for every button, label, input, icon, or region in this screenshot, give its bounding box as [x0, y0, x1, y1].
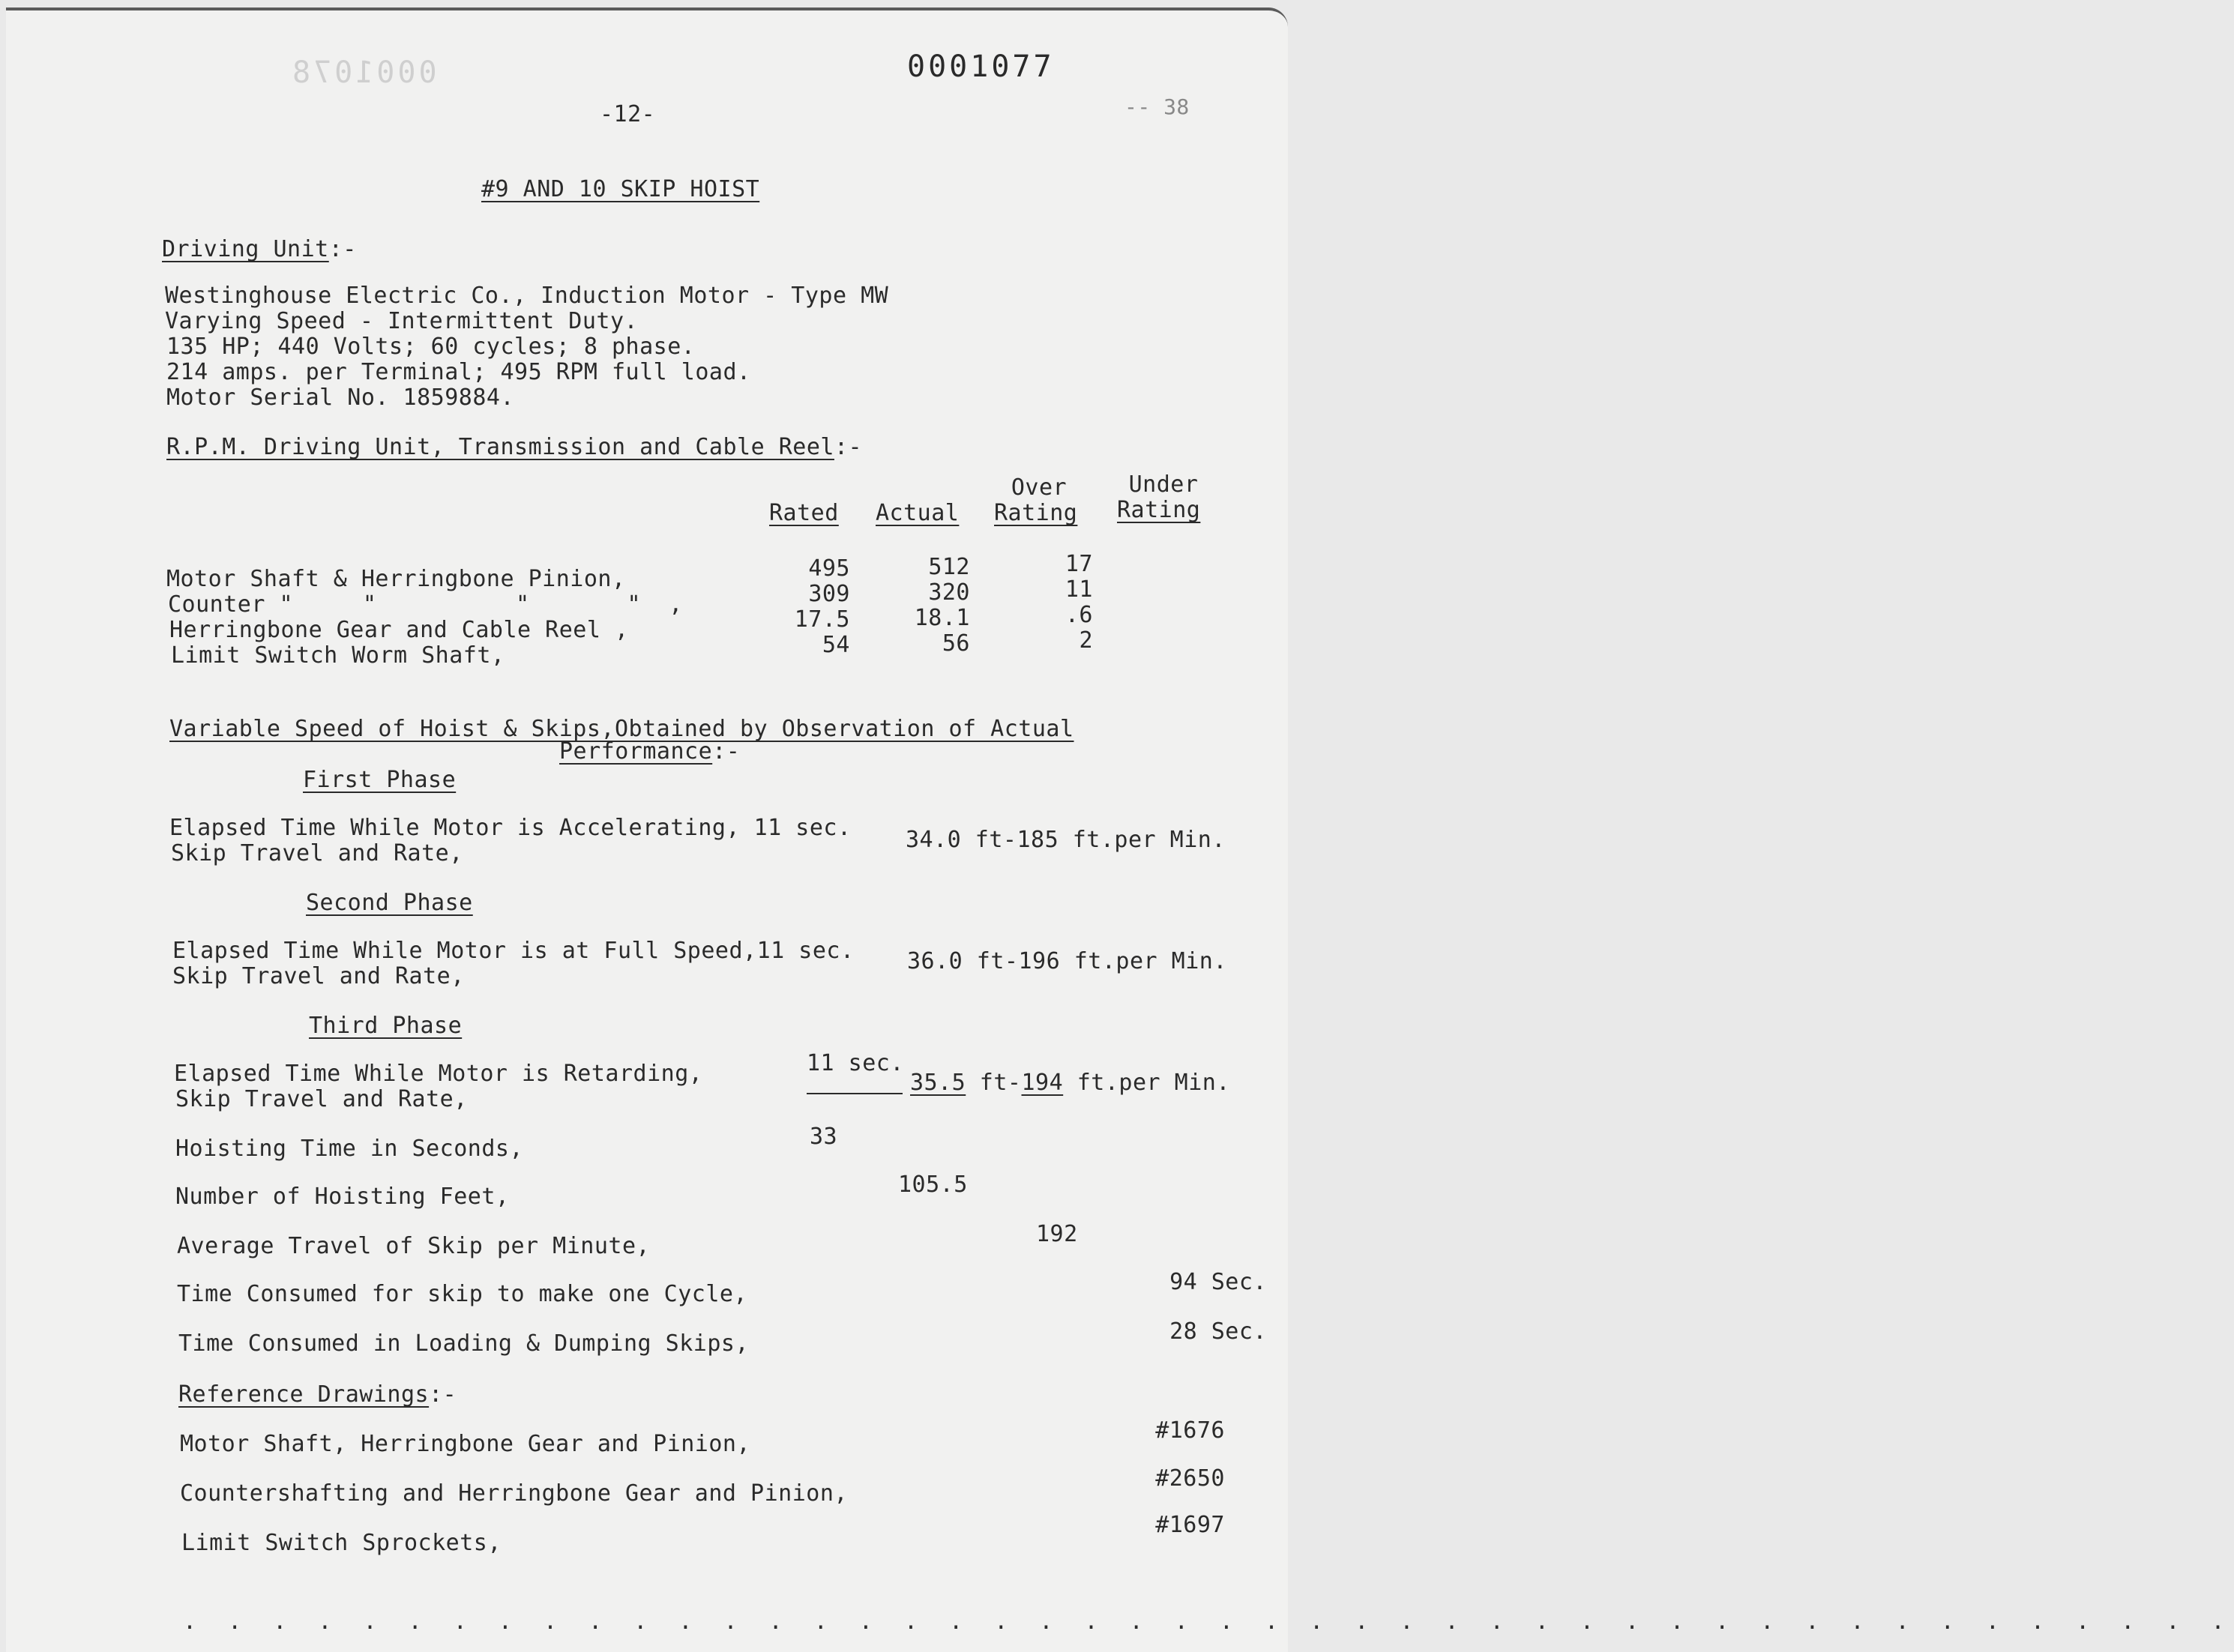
- over-value: 2: [1079, 627, 1093, 654]
- sum-rule: [807, 1093, 903, 1094]
- phase-line: Skip Travel and Rate,: [175, 1086, 468, 1112]
- driving-unit-line: Motor Serial No. 1859884.: [166, 385, 515, 411]
- summary-label: Average Travel of Skip per Minute,: [177, 1233, 651, 1259]
- variable-speed-heading: Variable Speed of Hoist & Skips,Obtained by Observation of Actual: [169, 716, 1074, 742]
- summary-value: 192: [1036, 1221, 1078, 1247]
- document-page: [6, 7, 2234, 1652]
- footer-dotted-line: . . . . . . . . . . . . . . . . . . . . . . . . . . . . . . . . . . . . . . . . . . . . . .: [183, 1609, 2234, 1635]
- reference-value: #1676: [1155, 1417, 1225, 1444]
- bleed-through-number: 0001078: [289, 55, 437, 90]
- driving-unit-line: Varying Speed - Intermittent Duty.: [165, 308, 639, 334]
- reference-heading: Reference Drawings:-: [178, 1381, 457, 1408]
- phase-title: Third Phase: [309, 1013, 463, 1039]
- rated-value: 54: [822, 632, 850, 658]
- summary-label: Time Consumed for skip to make one Cycle,: [177, 1281, 748, 1307]
- page-title: #9 AND 10 SKIP HOIST: [481, 176, 760, 202]
- phase-time-value: 11 sec.: [807, 1050, 904, 1076]
- phase-rate: 36.0 ft-196 ft.per Min.: [907, 948, 1227, 974]
- phase-title: Second Phase: [306, 890, 473, 916]
- row-label: Limit Switch Worm Shaft,: [171, 642, 505, 669]
- rpm-heading: R.P.M. Driving Unit, Transmission and Cable Reel:-: [166, 434, 863, 460]
- summary-value: 105.5: [898, 1172, 968, 1198]
- reference-value: #1697: [1155, 1512, 1225, 1538]
- actual-value: 320: [928, 579, 970, 606]
- rated-value: 495: [808, 555, 850, 582]
- driving-unit-line: 135 HP; 440 Volts; 60 cycles; 8 phase.: [166, 334, 696, 360]
- row-label: Motor Shaft & Herringbone Pinion,: [166, 566, 626, 592]
- reference-value: #2650: [1155, 1465, 1225, 1492]
- phase-line: Elapsed Time While Motor is Accelerating, 11 sec.: [169, 815, 852, 841]
- page-number: -12-: [600, 101, 656, 127]
- over-value: 11: [1065, 576, 1093, 603]
- summary-value: 94 Sec.: [1169, 1269, 1267, 1295]
- column-header-actual: Actual: [876, 500, 960, 526]
- actual-value: 18.1: [914, 605, 970, 631]
- phase-title: First Phase: [303, 767, 457, 793]
- phase-line: Elapsed Time While Motor is at Full Speed,11 sec.: [172, 938, 855, 964]
- summary-value: 28 Sec.: [1169, 1318, 1267, 1345]
- phase-line: Elapsed Time While Motor is Retarding,: [174, 1061, 703, 1087]
- reference-label: Countershafting and Herringbone Gear and Pinion,: [180, 1480, 848, 1507]
- column-header-over: Over: [1011, 474, 1068, 501]
- reference-label: Limit Switch Sprockets,: [181, 1530, 502, 1556]
- over-value: 17: [1065, 551, 1093, 577]
- phase-line: Skip Travel and Rate,: [172, 963, 465, 989]
- column-header-under: Under: [1128, 471, 1199, 498]
- driving-unit-line: 214 amps. per Terminal; 495 RPM full load.: [166, 359, 751, 385]
- over-value: .6: [1065, 602, 1093, 628]
- summary-value: 33: [810, 1124, 838, 1150]
- phase-line: Skip Travel and Rate,: [171, 840, 463, 866]
- phase-rate: 35.5 ft-194 ft.per Min.: [910, 1070, 1230, 1096]
- row-label: Counter " " " " ,: [168, 591, 683, 618]
- actual-value: 56: [942, 630, 970, 657]
- driving-unit-heading: Driving Unit:-: [162, 236, 357, 262]
- rated-value: 17.5: [794, 606, 850, 633]
- corner-mark: -- 38: [1124, 94, 1190, 119]
- reference-label: Motor Shaft, Herringbone Gear and Pinion,: [180, 1431, 751, 1457]
- summary-label: Time Consumed in Loading & Dumping Skips,: [178, 1330, 750, 1357]
- column-header-under-rating: Rating: [1117, 497, 1201, 523]
- rated-value: 309: [808, 581, 850, 607]
- summary-label: Number of Hoisting Feet,: [175, 1184, 510, 1210]
- column-header-rated: Rated: [769, 500, 839, 526]
- row-label: Herringbone Gear and Cable Reel ,: [169, 617, 629, 643]
- summary-label: Hoisting Time in Seconds,: [175, 1136, 524, 1162]
- phase-rate: 34.0 ft-185 ft.per Min.: [906, 827, 1226, 853]
- column-header-over-rating: Rating: [994, 500, 1078, 526]
- document-number: 0001077: [907, 49, 1055, 84]
- variable-speed-heading-cont: Performance:-: [559, 738, 741, 765]
- actual-value: 512: [928, 554, 970, 580]
- driving-unit-line: Westinghouse Electric Co., Induction Motor - Type MW: [165, 283, 889, 309]
